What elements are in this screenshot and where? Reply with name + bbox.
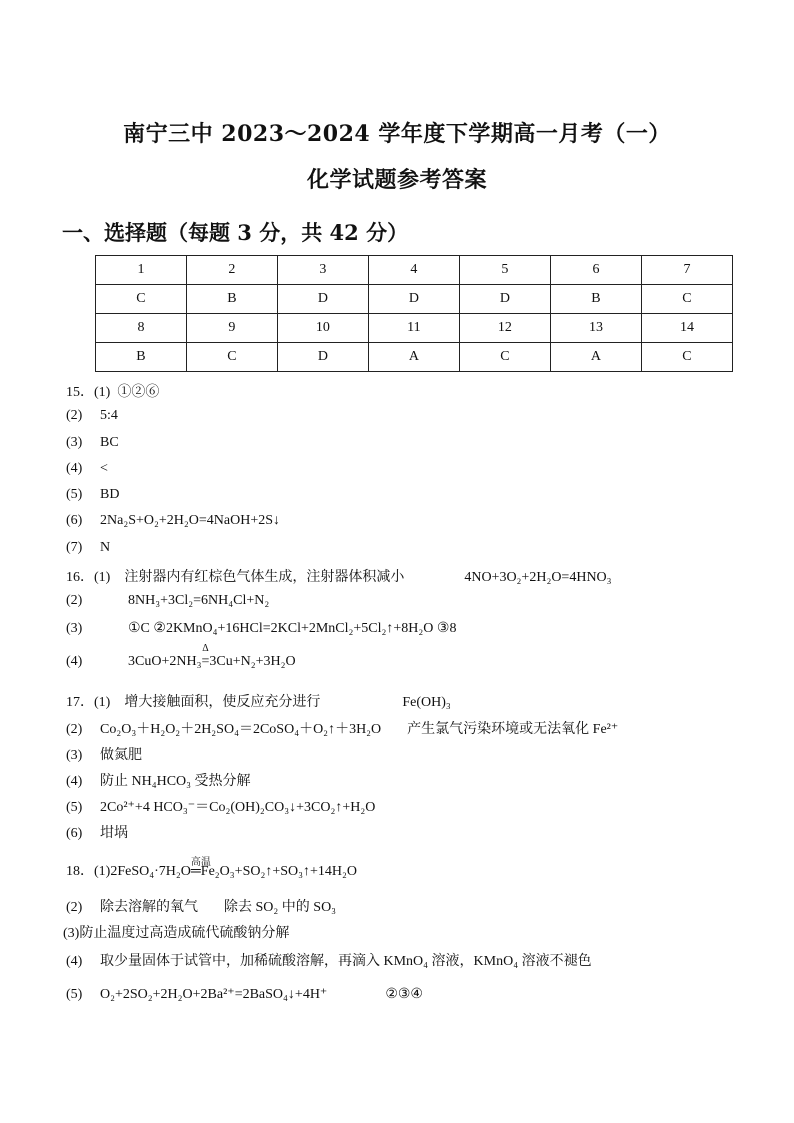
item-number: (3) [63,926,80,941]
answer-text: 5:4 [100,408,118,423]
q17-item-4 [66,770,251,790]
item-number: (5) [66,487,83,502]
item-number: (1) [94,864,111,879]
answer-text: N [100,540,111,555]
table-cell: 14 [641,314,732,343]
q17-item-1 [66,691,451,711]
answer-equation-right: 3Cu+N₂+3H₂O [209,654,296,669]
item-number: (5) [66,800,83,815]
table-cell: 4 [368,256,459,285]
answer-equation-right: Fe₂O₃+SO₂↑+SO₃↑+14H₂O [200,864,358,879]
q15-item-3 [66,435,119,451]
equals-sign: ═ [190,864,201,879]
table-row [96,343,733,372]
answer-text: 防止 NH₄HCO₃ 受热分解 [100,774,251,789]
answer-text: BC [100,435,119,450]
answer-equation: ①C ②2KMnO₄+16HCl=2KCl+2MnCl₂+5Cl₂↑+8H₂O ③8 [128,621,457,636]
item-number: (2) [66,593,83,608]
item-number: (3) [66,621,83,636]
answer-equation: 4NO+3O₂+2H₂O=4HNO₃ [464,570,612,585]
table-cell: A [368,343,459,372]
q18-item-5 [66,986,423,1003]
table-row [96,285,733,314]
heat-condition: Δ [202,643,209,654]
answer-text: 除去溶解的氧气 [100,900,198,915]
table-cell: C [96,285,187,314]
q16-item-2 [66,593,269,609]
table-cell: C [459,343,550,372]
question-label: 15． [66,385,94,400]
table-row [96,314,733,343]
answer-text: < [100,461,108,476]
item-number: (2) [66,408,83,423]
item-number: (4) [66,654,83,669]
high-temp-condition: 高温 [190,857,211,868]
table-cell: A [550,343,641,372]
item-number: (1) [94,385,111,400]
q15-item-2 [66,408,118,424]
table-cell: 10 [277,314,368,343]
page-subtitle: 化学试题参考答案 [306,167,487,193]
q18-item-2 [66,896,336,916]
q18-item-4 [66,950,592,970]
q15-item-5 [66,487,119,503]
table-cell: 12 [459,314,550,343]
q17-item-5 [66,796,375,816]
table-cell: 11 [368,314,459,343]
answer-text: 防止温度过高造成硫代硫酸钠分解 [79,926,290,941]
answer-text: BD [100,487,120,502]
table-cell: B [96,343,187,372]
item-number: (4) [66,774,83,789]
q15-item-1 [66,381,159,401]
table-cell: 3 [277,256,368,285]
table-cell: 5 [459,256,550,285]
item-number: (2) [66,722,83,737]
answer-choices: ②③④ [385,987,423,1002]
table-cell: 13 [550,314,641,343]
item-number: (4) [66,954,83,969]
reaction-condition-sign [201,643,210,670]
q18-item-3 [63,922,289,942]
q15-item-4 [66,461,108,477]
table-cell: 1 [96,256,187,285]
answer-text: 坩埚 [100,826,128,841]
answer-text: 取少量固体于试管中，加稀硫酸溶解，再滴入 KMnO₄ 溶液，KMnO₄ 溶液不褪色 [100,954,592,969]
q17-item-6 [66,822,128,842]
table-cell: 9 [186,314,277,343]
q17-item-2 [66,718,618,738]
question-label: 17． [66,695,94,710]
item-number: (6) [66,513,83,528]
q16-item-1 [66,566,612,586]
table-cell: D [277,343,368,372]
question-label: 16． [66,570,94,585]
item-number: (2) [66,900,83,915]
answer-equation: 8NH₃+3Cl₂=6NH₄Cl+N₂ [128,593,270,608]
table-cell: D [459,285,550,314]
table-cell: C [641,343,732,372]
table-cell: B [186,285,277,314]
item-number: (7) [66,540,83,555]
equals-sign: = [201,654,210,669]
answer-equation: 2Co²⁺+4 HCO₃⁻＝Co₂(OH)₂CO₃↓+3CO₂↑+H₂O [100,800,376,815]
item-number: (1) [94,695,111,710]
reaction-condition-sign [190,857,211,880]
answer-text: 注射器内有红棕色气体生成，注射器体积减小 [124,570,405,585]
answer-text-2: 除去 SO₂ 中的 SO₃ [224,900,337,915]
item-number: (1) [94,570,111,585]
table-cell: 6 [550,256,641,285]
answer-text: ①②⑥ [117,385,160,400]
table-cell: D [368,285,459,314]
table-cell: D [277,285,368,314]
answer-equation-left: 2FeSO₄·7H₂O [110,864,191,879]
item-number: (5) [66,987,83,1002]
q18-item-1 [66,857,358,880]
section-heading-choice: 一、选择题（每题 3 分，共 42 分） [62,220,409,245]
answer-equation: Co₂O₃＋H₂O₂＋2H₂SO₄＝2CoSO₄＋O₂↑＋3H₂O [100,722,382,737]
answer-equation: O₂+2SO₂+2H₂O+2Ba²⁺=2BaSO₄↓+4H⁺ [100,987,328,1002]
item-number: (4) [66,461,83,476]
q15-item-6 [66,513,280,529]
answer-formula: Fe(OH)₃ [402,695,451,710]
answer-equation-left: 3CuO+2NH₃ [128,654,202,669]
table-cell: 7 [641,256,732,285]
answer-text: 产生氯气污染环境或无法氧化 Fe²⁺ [407,722,619,737]
table-cell: B [550,285,641,314]
q16-item-4 [66,643,296,670]
table-cell: 2 [186,256,277,285]
answer-text: 做氮肥 [100,748,142,763]
table-cell: C [641,285,732,314]
page-title: 南宁三中 2023～2024 学年度下学期高一月考（一） [123,121,671,147]
table-row [96,256,733,285]
answer-equation: 2Na₂S+O₂+2H₂O=4NaOH+2S↓ [100,513,280,528]
q15-item-7 [66,540,110,556]
q16-item-3 [66,620,456,637]
question-label: 18． [66,864,94,879]
answer-text: 增大接触面积，使反应充分进行 [124,695,321,710]
item-number: (3) [66,748,83,763]
item-number: (6) [66,826,83,841]
table-cell: 8 [96,314,187,343]
item-number: (3) [66,435,83,450]
q17-item-3 [66,744,142,764]
table-cell: C [186,343,277,372]
answer-table [95,255,733,372]
